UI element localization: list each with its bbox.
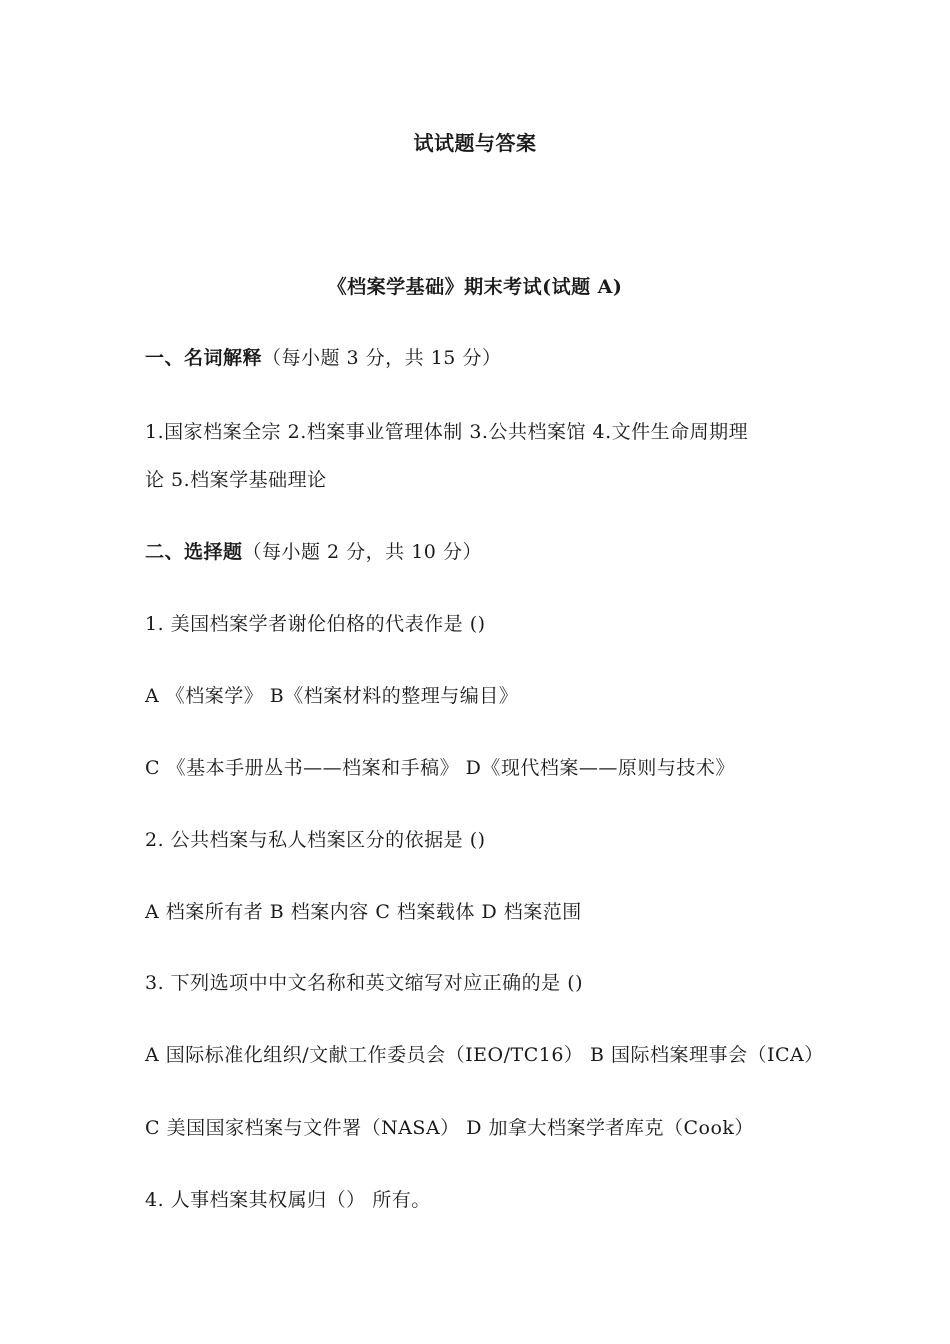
section-2-header — [145, 540, 482, 564]
question-1-stem: 1. 美国档案学者谢伦伯格的代表作是 () — [145, 613, 486, 635]
section-1-header — [145, 346, 501, 370]
question-4-stem: 4. 人事档案其权属归（） 所有。 — [145, 1189, 431, 1211]
question-3-options-ab: A 国际标准化组织/文献工作委员会（IEO/TC16） B 国际档案理事会（ICA） — [145, 1044, 824, 1066]
question-2-options: A 档案所有者 B 档案内容 C 档案载体 D 档案范围 — [145, 901, 582, 923]
section-1-heading: 一、名词解释 — [145, 347, 263, 369]
section-1-note: （每小题 3 分，共 15 分） — [262, 347, 502, 369]
question-3-stem: 3. 下列选项中中文名称和英文缩写对应正确的是 () — [145, 972, 584, 994]
exam-title: 《档案学基础》期末考试(试题 A) — [327, 276, 623, 298]
terms-line-2: 论 5.档案学基础理论 — [145, 469, 327, 491]
section-2-note: （每小题 2 分，共 10 分） — [242, 541, 482, 563]
question-1-options-cd: C 《基本手册丛书——档案和手稿》 D《现代档案——原则与技术》 — [145, 757, 735, 779]
section-2-heading: 二、选择题 — [145, 541, 243, 563]
question-2-stem: 2. 公共档案与私人档案区分的依据是 () — [145, 829, 486, 851]
document-title: 试试题与答案 — [413, 131, 537, 155]
terms-line-1: 1.国家档案全宗 2.档案事业管理体制 3.公共档案馆 4.文件生命周期理 — [145, 421, 749, 443]
question-3-options-cd: C 美国国家档案与文件署（NASA） D 加拿大档案学者库克（Cook） — [145, 1117, 754, 1139]
question-1-options-ab: A 《档案学》 B《档案材料的整理与编目》 — [145, 685, 519, 707]
